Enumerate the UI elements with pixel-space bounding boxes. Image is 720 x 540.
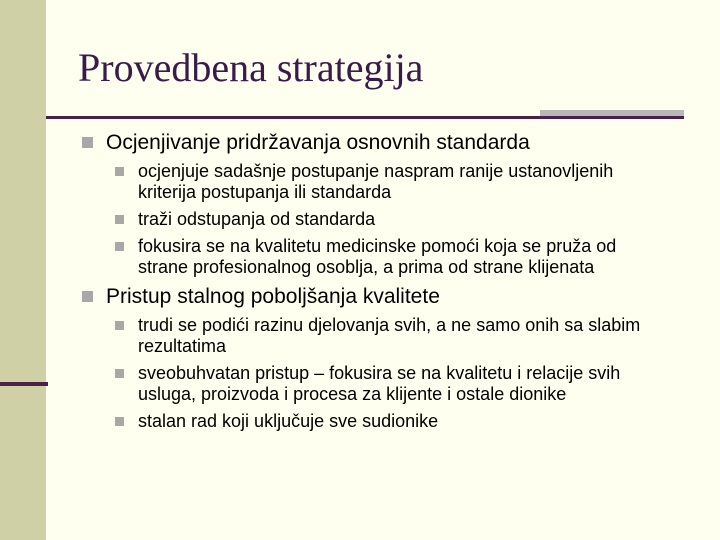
list-item [78, 236, 678, 278]
square-bullet-icon [115, 242, 124, 251]
bullet-list [78, 161, 678, 278]
list-item-text: sveobuhvatan pristup – fokusira se na kvalitetu i relacije svih usluga, proizvoda i procesa za klijente i ostale dionike [138, 363, 621, 404]
list-item-text: trudi se podići razinu djelovanja svih, a ne samo onih sa slabim rezultatima [138, 315, 641, 356]
title-rule [46, 116, 684, 119]
list-item-text: traži odstupanja od standarda [138, 209, 376, 229]
section-heading [78, 130, 678, 155]
square-bullet-icon [82, 291, 93, 302]
side-decoration-bar [0, 382, 48, 386]
square-bullet-icon [115, 215, 124, 224]
section-2 [78, 284, 678, 432]
square-bullet-icon [115, 167, 124, 176]
list-item [78, 161, 678, 203]
side-decoration-strip [0, 0, 46, 540]
list-item [78, 411, 678, 432]
slide-content [78, 130, 678, 438]
square-bullet-icon [82, 137, 93, 148]
list-item-text: fokusira se na kvalitetu medicinske pomoći koja se pruža od strane profesionalnog osoblja, a prima od strane klijenata [138, 236, 617, 277]
square-bullet-icon [115, 321, 124, 330]
list-item-text: stalan rad koji uključuje sve sudionike [138, 411, 439, 431]
slide-title: Provedbena strategija [78, 45, 424, 90]
section-heading [78, 284, 678, 309]
section-heading-text: Pristup stalnog poboljšanja kvalitete [106, 285, 440, 308]
list-item [78, 315, 678, 357]
list-item [78, 209, 678, 230]
bullet-list [78, 315, 678, 432]
section-1 [78, 130, 678, 278]
square-bullet-icon [115, 369, 124, 378]
list-item [78, 363, 678, 405]
square-bullet-icon [115, 417, 124, 426]
section-heading-text: Ocjenjivanje pridržavanja osnovnih standarda [106, 131, 530, 154]
list-item-text: ocjenjuje sadašnje postupanje naspram ranije ustanovljenih kriterija postupanja ili standarda [138, 161, 614, 202]
